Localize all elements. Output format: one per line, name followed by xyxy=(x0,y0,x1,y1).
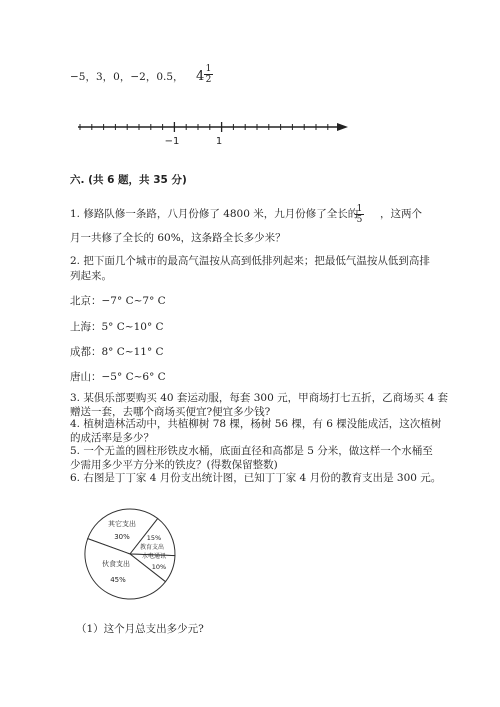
tick-label-minus-one: −1 xyxy=(164,136,180,147)
city-chengdu: 成都：8° C~11° C xyxy=(70,346,164,358)
q3-line1: 3. 某俱乐部要购买 40 套运动服，每套 300 元，甲商场打七五折，乙商场买 4 套 xyxy=(70,392,448,404)
q5-line2: 少需用多少平方分米的铁皮？(得数保留整数) xyxy=(70,459,278,471)
pie-label-food: 伙食支出 xyxy=(102,560,130,568)
mixed-number-whole: 4 xyxy=(196,69,205,84)
city-tangshan: 唐山：−5° C~6° C xyxy=(70,371,166,383)
q1-fraction-denominator: 5 xyxy=(356,215,363,225)
q1-line2: 月一共修了全长的 60%，这条路全长多少米？ xyxy=(70,232,286,244)
sub-question-1: （1）这个月总支出多少元? xyxy=(76,623,204,635)
pie-label-education: 教育支出 xyxy=(139,544,165,551)
pie-percent-utilities: 10% xyxy=(151,563,167,571)
q1-text-b: ，这两个 xyxy=(380,208,422,220)
city-shanghai: 上海：5° C~10° C xyxy=(70,321,164,333)
q6-line1: 6. 右图是丁丁家 4 月份支出统计图，已知丁丁家 4 月份的教育支出是 300 元。 xyxy=(70,472,442,484)
tick-label-one: 1 xyxy=(215,136,223,147)
pie-label-other: 其它支出 xyxy=(108,520,136,528)
q3-line2: 赠送一套，去哪个商场买便宜?便宜多少钱? xyxy=(70,406,271,418)
q1-fraction xyxy=(355,204,364,225)
city-beijing: 北京：−7° C~7° C xyxy=(70,295,166,307)
pie-label-utilities: 水电通讯 xyxy=(141,553,167,560)
q1-text-a: 1. 修路队修一条路，八月份修了 4800 米，九月份修了全长的 xyxy=(70,208,359,220)
fraction-numerator: 1 xyxy=(205,64,212,74)
mixed-number-fraction xyxy=(204,64,213,85)
q2-line2: 列起来。 xyxy=(70,270,112,282)
section-title: 六. (共 6 题，共 35 分) xyxy=(70,174,187,186)
q5-line1: 5. 一个无盖的圆柱形铁皮水桶，底面直径和高都是 5 分米，做这样一个水桶至 xyxy=(70,445,433,457)
q1-fraction-numerator: 1 xyxy=(356,204,363,214)
pie-percent-education: 15% xyxy=(146,534,162,542)
q1-line1 xyxy=(70,207,358,222)
number-line xyxy=(0,115,500,151)
fraction-denominator: 2 xyxy=(205,75,212,85)
pie-percent-food: 45% xyxy=(110,576,126,584)
pie-percent-other: 30% xyxy=(114,533,130,541)
q2-line1: 2. 把下面几个城市的最高气温按从高到低排列起来；把最低气温按从低到高排 xyxy=(70,255,430,267)
q4-line1: 4. 植树造林活动中，共植柳树 78 棵，杨树 56 棵，有 6 棵没能成活，这次植树 xyxy=(70,418,442,430)
number-list: −5，3，0，−2，0.5， xyxy=(70,71,184,83)
number-line-arrow xyxy=(337,123,348,131)
pie-chart xyxy=(70,500,200,610)
q4-line2: 的成活率是多少？ xyxy=(70,432,154,444)
